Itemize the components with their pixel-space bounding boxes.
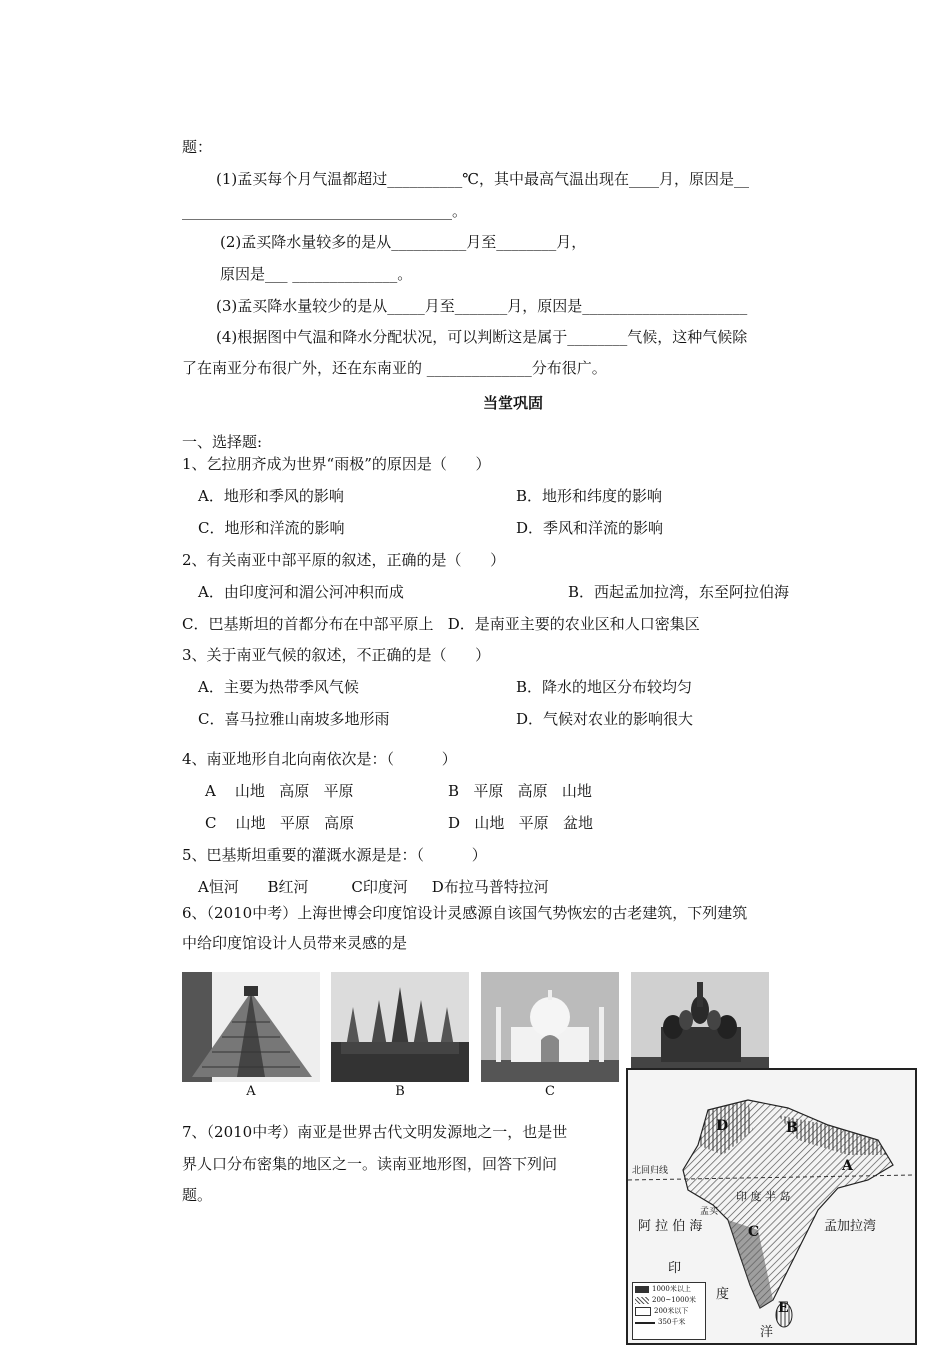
legend-label: 1000米以上 xyxy=(652,1285,691,1293)
map-label: 孟买 xyxy=(700,1207,719,1217)
photo-angkor xyxy=(331,972,469,1082)
map-label: 印 度 半 岛 xyxy=(736,1190,791,1203)
photo-caption: A xyxy=(246,1084,256,1099)
option: A 山地 高原 平原 xyxy=(205,782,354,800)
legend-label: 200米以下 xyxy=(654,1307,689,1315)
question-6-cont: 中给印度馆设计人员带来灵感的是 xyxy=(182,934,408,952)
option: A．由印度河和湄公河冲积而成 xyxy=(198,583,404,601)
option: C 山地 平原 高原 xyxy=(205,814,355,832)
legend-label: 350千米 xyxy=(658,1318,686,1326)
option: C．喜马拉雅山南坡多地形雨 xyxy=(198,710,390,728)
map-label: 印 xyxy=(668,1261,682,1276)
question-2: 2、有关南亚中部平原的叙述，正确的是（ ） xyxy=(182,551,506,569)
option: C．巴基斯坦的首都分布在中部平原上 D．是南亚主要的农业区和人口密集区 xyxy=(182,615,700,633)
section-label: 一、选择题: xyxy=(182,433,263,451)
photo-pyramid xyxy=(182,972,320,1082)
question-5: 5、巴基斯坦重要的灌溉水源是是：（ ） xyxy=(182,846,487,864)
text-line: (4)根据图中气温和降水分配状况，可以判断这是属于________气候，这种气候除 xyxy=(216,328,748,346)
map-marker: E xyxy=(778,1300,789,1316)
option: A．主要为热带季风气候 xyxy=(198,678,359,696)
map-label: 孟加拉湾 xyxy=(824,1219,877,1234)
option: B．降水的地区分布较均匀 xyxy=(516,678,693,696)
text-line: (1)孟买每个月气温都超过__________℃，其中最高气温出现在____月，原因是__ xyxy=(216,170,750,188)
map-marker: A xyxy=(842,1158,853,1174)
text-line: 原因是___ ______________。 xyxy=(220,265,413,283)
photo-caption: B xyxy=(395,1084,405,1099)
text-line: ____________________________________。 xyxy=(182,202,468,220)
south-asia-map xyxy=(626,1068,917,1345)
option: B．地形和纬度的影响 xyxy=(516,487,663,505)
option: A．地形和季风的影响 xyxy=(198,487,344,505)
option: A恒河 B红河 C印度河 D布拉马普特拉河 xyxy=(198,878,549,896)
legend-label: 200~1000米 xyxy=(652,1296,697,1304)
question-4: 4、南亚地形自北向南依次是：（ ） xyxy=(182,750,457,768)
option: D 山地 平原 盆地 xyxy=(448,814,593,832)
option: C．地形和洋流的影响 xyxy=(198,519,345,537)
map-label: 阿 拉 伯 海 xyxy=(638,1219,703,1234)
photo-taj-mahal xyxy=(481,972,619,1082)
map-marker: B xyxy=(786,1120,798,1136)
question-7: 7、（2010中考）南亚是世界古代文明发源地之一，也是世 xyxy=(182,1123,568,1141)
question-3: 3、关于南亚气候的叙述，不正确的是（ ） xyxy=(182,646,491,664)
map-label: 洋 xyxy=(760,1325,774,1340)
legend-swatch xyxy=(635,1286,649,1293)
map-marker: D xyxy=(716,1118,729,1134)
photo-st-basil xyxy=(631,972,769,1082)
question-6: 6、（2010中考）上海世博会印度馆设计灵感源自该国气势恢宏的古老建筑，下列建筑 xyxy=(182,904,748,922)
option: D．气候对农业的影响很大 xyxy=(516,710,694,728)
legend-swatch xyxy=(635,1297,649,1304)
scale-bar xyxy=(635,1322,655,1324)
option: D．季风和洋流的影响 xyxy=(516,519,664,537)
map-legend xyxy=(632,1282,706,1340)
legend-swatch xyxy=(635,1307,651,1316)
option: B 平原 高原 山地 xyxy=(448,782,592,800)
question-1: 1、乞拉朋齐成为世界“雨极”的原因是（ ） xyxy=(182,455,491,473)
text-line: 题： xyxy=(182,138,213,156)
section-heading: 当堂巩固 xyxy=(483,394,544,412)
question-7-cont: 界人口分布密集的地区之一。读南亚地形图，回答下列问 xyxy=(182,1155,558,1173)
text-line: (3)孟买降水量较少的是从_____月至_______月，原因是______________________ xyxy=(216,297,748,315)
text-line: (2)孟买降水量较多的是从__________月至________月， xyxy=(220,233,587,251)
map-label: 度 xyxy=(716,1287,730,1302)
photo-caption: C xyxy=(545,1084,555,1099)
question-7-cont: 题。 xyxy=(182,1186,213,1204)
text-line: 了在南亚分布很广外，还在东南亚的 ______________分布很广。 xyxy=(182,359,607,377)
option: B．西起孟加拉湾，东至阿拉伯海 xyxy=(568,583,790,601)
map-marker: C xyxy=(748,1224,760,1240)
map-label: 北回归线 xyxy=(632,1166,669,1176)
